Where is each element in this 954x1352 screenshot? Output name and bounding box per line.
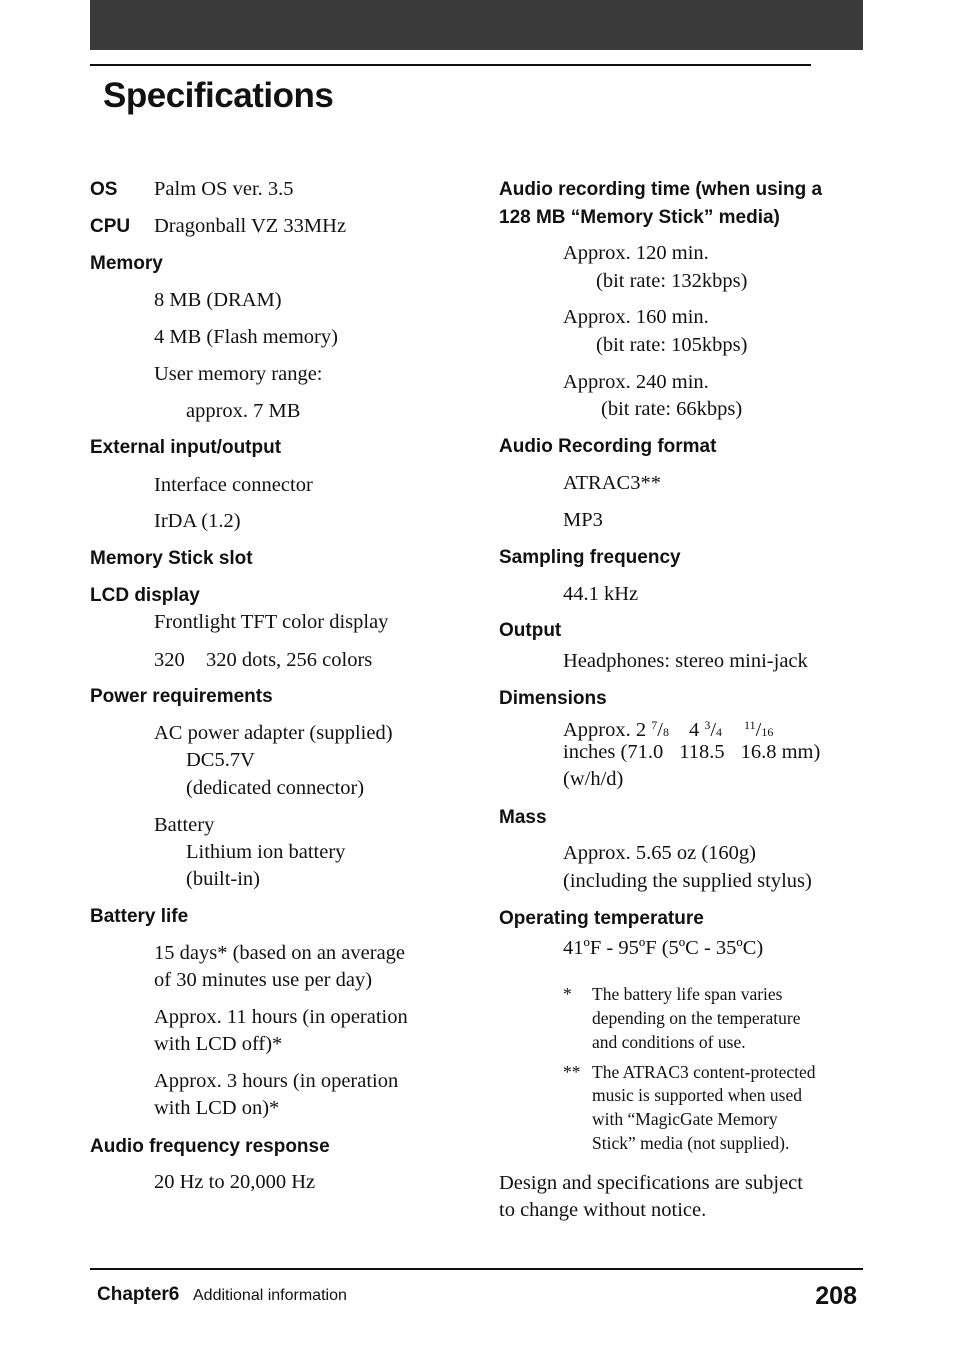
power-dc: DC5.7V xyxy=(186,749,255,771)
power-battery: Battery xyxy=(154,814,215,836)
dim-h-whole: 4 xyxy=(688,719,700,741)
memory-stick-slot-label: Memory Stick slot xyxy=(90,548,253,569)
footnote-1-line-1: The battery life span varies xyxy=(592,984,783,1004)
footnote-1-line-2: depending on the temperature xyxy=(592,1008,801,1028)
external-io-irda: IrDA (1.2) xyxy=(154,510,241,532)
footnote-1-mark: * xyxy=(563,984,572,1004)
mass-label: Mass xyxy=(499,807,547,828)
lcd-resolution-width: 320 xyxy=(154,649,185,671)
rec-time-label-2: 128 MB “Memory Stick” media) xyxy=(499,207,780,228)
rec-format-mp3: MP3 xyxy=(563,509,603,531)
dim-mm-h: 118.5 xyxy=(679,741,725,763)
memory-user-value: approx. 7 MB xyxy=(186,400,301,422)
battery-life-2b: with LCD off)* xyxy=(154,1033,283,1055)
notice-line-1: Design and specifications are subject xyxy=(499,1172,803,1194)
power-ac: AC power adapter (supplied) xyxy=(154,722,393,744)
external-io-label: External input/output xyxy=(90,437,282,458)
dimensions-mm-line xyxy=(563,739,820,766)
dim-mm-d: 16.8 mm) xyxy=(740,741,821,763)
audio-freq-value: 20 Hz to 20,000 Hz xyxy=(154,1171,316,1193)
sampling-value: 44.1 kHz xyxy=(563,583,639,605)
battery-life-1b: of 30 minutes use per day) xyxy=(154,969,373,991)
dimensions-label: Dimensions xyxy=(499,688,607,709)
audio-freq-label: Audio frequency response xyxy=(90,1136,330,1157)
op-temp-value: 41ºF - 95ºF (5ºC - 35ºC) xyxy=(563,937,764,959)
dimensions-fraction-line: Approx. 2 $^7$/8 4 $^3$/4 $^{11}$/16 xyxy=(563,718,774,741)
footnote-2-line-1: The ATRAC3 content-protected xyxy=(592,1062,816,1082)
sampling-label: Sampling frequency xyxy=(499,547,681,568)
dim-w-numerator: 7 xyxy=(651,718,658,732)
lcd-label: LCD display xyxy=(90,585,200,606)
notice-line-2: to change without notice. xyxy=(499,1199,707,1221)
header-bar xyxy=(90,0,863,50)
lcd-type: Frontlight TFT color display xyxy=(154,611,389,633)
lcd-resolution-rest: 320 dots, 256 colors xyxy=(206,649,373,671)
battery-life-2a: Approx. 11 hours (in operation xyxy=(154,1006,408,1028)
page-number: 208 xyxy=(815,1282,857,1310)
battery-life-1a: 15 days* (based on an average xyxy=(154,942,406,964)
rec-time-1: Approx. 120 min. xyxy=(563,242,709,264)
footnote-1-line-3: and conditions of use. xyxy=(592,1032,746,1052)
title-rule xyxy=(90,64,811,66)
footer-chapter-title: Additional information xyxy=(193,1287,347,1304)
dim-d-numerator: 11 xyxy=(744,718,756,732)
memory-dram: 8 MB (DRAM) xyxy=(154,289,282,311)
mass-note: (including the supplied stylus) xyxy=(563,870,812,892)
dim-inches: inches (71.0 xyxy=(563,741,664,763)
rec-time-label-1: Audio recording time (when using a xyxy=(499,179,823,200)
os-label: OS xyxy=(90,179,118,200)
rec-format-label: Audio Recording format xyxy=(499,436,717,457)
dim-h-numerator: 3 xyxy=(704,718,711,732)
output-label: Output xyxy=(499,620,562,641)
battery-life-3b: with LCD on)* xyxy=(154,1097,280,1119)
op-temp-label: Operating temperature xyxy=(499,908,704,929)
dim-w-denominator: 8 xyxy=(662,725,669,739)
cpu-label: CPU xyxy=(90,216,131,237)
footnote-2-line-2: music is supported when used xyxy=(592,1085,802,1105)
page-title: Specifications xyxy=(103,76,334,115)
power-builtin: (built-in) xyxy=(186,868,261,890)
footnote-2-line-3: with “MagicGate Memory xyxy=(592,1109,778,1129)
dim-d-denominator: 16 xyxy=(761,725,774,739)
cpu-value: Dragonball VZ 33MHz xyxy=(154,215,347,237)
rec-time-2-rate: (bit rate: 105kbps) xyxy=(596,334,748,356)
footer-chapter: Chapter6 xyxy=(97,1284,180,1305)
dimensions-whd: (w/h/d) xyxy=(563,768,624,790)
power-lithium: Lithium ion battery xyxy=(186,841,346,863)
power-label: Power requirements xyxy=(90,686,273,707)
dimensions-approx: Approx. 2 xyxy=(563,719,647,741)
footnote-2-mark: ** xyxy=(563,1062,581,1082)
mass-value: Approx. 5.65 oz (160g) xyxy=(563,842,757,864)
footnote-2-line-4: Stick” media (not supplied). xyxy=(592,1133,790,1153)
memory-label: Memory xyxy=(90,253,163,274)
battery-life-3a: Approx. 3 hours (in operation xyxy=(154,1070,399,1092)
footer-rule xyxy=(90,1268,863,1270)
rec-time-3-rate: (bit rate: 66kbps) xyxy=(601,398,743,420)
rec-time-1-rate: (bit rate: 132kbps) xyxy=(596,270,748,292)
os-value: Palm OS ver. 3.5 xyxy=(154,178,294,200)
memory-flash: 4 MB (Flash memory) xyxy=(154,326,338,348)
dim-h-denominator: 4 xyxy=(716,725,723,739)
output-value: Headphones: stereo mini-jack xyxy=(563,650,808,672)
rec-time-2: Approx. 160 min. xyxy=(563,306,709,328)
battery-life-label: Battery life xyxy=(90,906,189,927)
external-io-connector: Interface connector xyxy=(154,474,313,496)
rec-time-3: Approx. 240 min. xyxy=(563,371,709,393)
rec-format-atrac3: ATRAC3** xyxy=(563,472,661,494)
memory-user-range: User memory range: xyxy=(154,363,323,385)
power-connector: (dedicated connector) xyxy=(186,777,365,799)
